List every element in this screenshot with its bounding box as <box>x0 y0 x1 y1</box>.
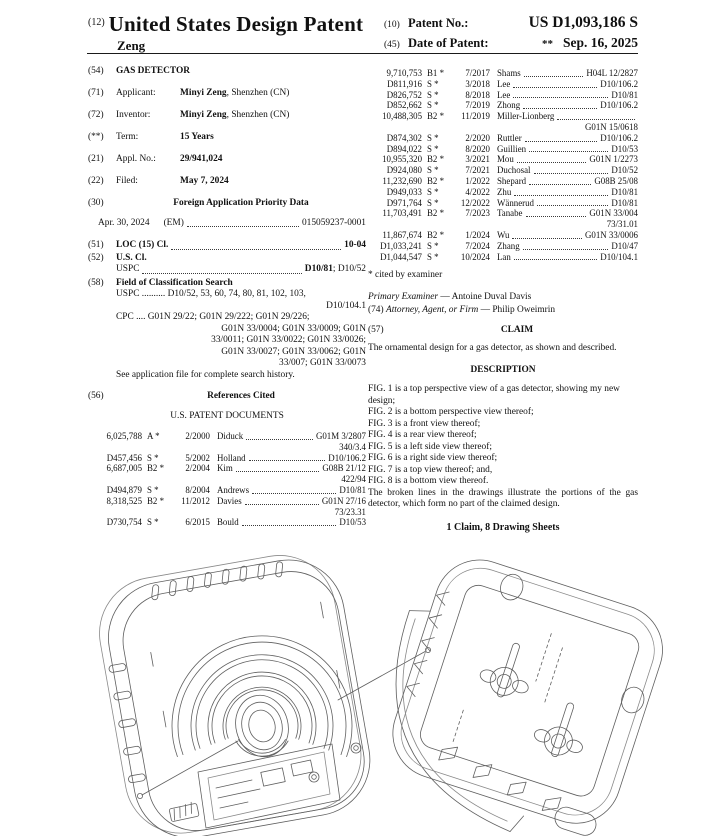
fig-description: FIG. 3 is a front view thereof; <box>368 418 481 429</box>
fig2-bottom-perspective-drawing <box>354 548 674 836</box>
section-applicant-71: (71) Applicant: Minyi Zeng, Shenzhen (CN) <box>88 88 290 98</box>
priority-date: Apr. 30, 2024 <box>98 217 150 228</box>
us-ref-row: D894,022 S * 8/2020 Guillien D10/53 <box>386 143 638 154</box>
field-cpc-line3: 33/0011; G01N 33/0022; G01N 33/0026; <box>211 335 366 345</box>
claim-title: CLAIM <box>500 324 534 335</box>
field-cpc-line4: G01N 33/0027; G01N 33/0062; G01N <box>221 346 366 357</box>
us-ref-row: 10,955,320 B2 * 3/2021 Mou G01N 1/2273 <box>382 154 638 165</box>
us-ref-row: 11,232,690 B2 * 1/2022 Shepard G08B 25/08 <box>382 175 638 186</box>
us-ref-row: D971,764 S * 12/2022 Wännerud D10/81 <box>386 197 638 208</box>
us-ref-continuation: G01N 15/0618 <box>584 121 638 132</box>
us-ref-row: D730,754 S * 6/2015 Bould D10/53 <box>106 517 366 528</box>
patent-no-label: Patent No.: <box>408 16 469 30</box>
application-number: 29/941,024 <box>180 154 223 164</box>
invention-title: GAS DETECTOR <box>116 66 191 76</box>
us-ref-row: D924,080 S * 7/2021 Duchosal D10/52 <box>386 165 638 176</box>
us-ref-continuation: 340/3.4 <box>339 441 366 452</box>
fig-description: FIG. 2 is a bottom perspective view thereof; <box>368 407 534 418</box>
left-column <box>88 66 366 528</box>
cited-by-examiner-note: * cited by examiner <box>368 270 443 281</box>
fig-description: FIG. 6 is a right side view thereof; <box>368 453 498 464</box>
claims-drawing-sheets-line: 1 Claim, 8 Drawing Sheets <box>446 521 560 533</box>
us-references-right <box>368 68 638 262</box>
section-priority-30: (30) Foreign Application Priority Data <box>88 198 366 210</box>
attorney-name: — Philip Oweimrin <box>480 305 556 316</box>
date-of-patent-label: Date of Patent: <box>408 36 489 50</box>
references-cited-title: References Cited <box>207 391 275 401</box>
us-ref-row: 11,867,674 B2 * 1/2024 Wu G01N 33/0006 <box>382 229 638 240</box>
field-cpc-line1: CPC .... G01N 29/22; G01N 29/222; G01N 29/226; <box>116 312 310 322</box>
us-ref-row: D1,044,547 S * 10/2024 Lan D10/104.1 <box>380 251 638 262</box>
us-ref-continuation: 73/23.31 <box>334 506 366 517</box>
section-term: (**) Term: 15 Years <box>88 132 366 144</box>
loc-class: 10-04 <box>344 240 366 250</box>
us-ref-row: D457,456 S * 5/2002 Holland D10/106.2 <box>106 452 366 463</box>
section-appl-no-21: (21) Appl. No.: 29/941,024 <box>88 154 366 166</box>
description-title: DESCRIPTION <box>470 364 536 375</box>
term-extension-stars: ** <box>541 38 553 50</box>
fig1-top-perspective-drawing <box>91 548 431 836</box>
broken-lines-note: The broken lines in the drawings illustrate the portions of the gas detector, which form no part of the claimed design. <box>368 487 638 510</box>
section-filed-22: (22) Filed: May 7, 2024 <box>88 176 366 188</box>
page-title: United States Design Patent <box>108 12 364 36</box>
fig-description: FIG. 1 is a top perspective view of a gas detector, showing my new design; <box>368 384 620 406</box>
fig-description: FIG. 8 is a bottom view thereof. <box>368 476 489 487</box>
us-ref-row: D811,916 S * 3/2018 Lee D10/106.2 <box>387 78 638 89</box>
field-uspc-line1: USPC .......... D10/52, 53, 60, 74, 80, 81, 102, 103, <box>116 289 306 299</box>
uspc-line: USPC D10/81; D10/52 <box>116 264 366 274</box>
us-ref-row: 6,025,788 A * 2/2000 Diduck G01M 3/2807 <box>106 431 366 441</box>
patent-number: US D1,093,186 S <box>528 14 638 31</box>
inventor-name: Minyi Zeng <box>180 110 227 120</box>
section-references-56: (56) References Cited <box>88 391 366 403</box>
section-claim-57: (57) CLAIM <box>368 325 638 337</box>
us-references-left <box>88 431 366 528</box>
section-field-58: (58) Field of Classification Search <box>88 277 233 288</box>
us-ref-row: 6,687,005 B2 * 2/2004 Kim G08B 21/12 <box>106 463 366 474</box>
field-uspc-line2: D10/104.1 <box>326 300 366 311</box>
primary-examiner-line: Primary Examiner — Antoine Duval Davis <box>368 291 532 302</box>
section-inventor-72: (72) Inventor: Minyi Zeng, Shenzhen (CN) <box>88 110 290 120</box>
claim-text: The ornamental design for a gas detector, as shown and described. <box>368 343 617 354</box>
field-cpc-line5: 33/007; G01N 33/0073 <box>279 358 366 368</box>
us-ref-continuation: 422/94 <box>341 474 366 485</box>
header-divider <box>87 53 638 54</box>
code-10: (10) <box>384 20 400 30</box>
patent-drawing-sheet <box>0 548 728 836</box>
priority-number: 015059237-0001 <box>301 217 366 228</box>
us-ref-continuation: 73/31.01 <box>606 219 638 230</box>
us-ref-row: D494,879 S * 8/2004 Andrews D10/81 <box>106 484 366 495</box>
filing-date: May 7, 2024 <box>180 176 229 186</box>
us-ref-row: D826,752 S * 8/2018 Lee D10/81 <box>386 89 638 100</box>
inventor-surname: Zeng <box>117 38 146 53</box>
section-us-cl-52: (52) U.S. Cl. <box>88 252 147 263</box>
patent-date: Sep. 16, 2025 <box>562 35 638 50</box>
primary-examiner-name: — Antoine Duval Davis <box>440 291 532 302</box>
us-ref-row: D874,302 S * 2/2020 Ruttler D10/106.2 <box>386 132 638 143</box>
priority-office: (EM) <box>163 217 184 228</box>
fig-description: FIG. 5 is a left side view thereof; <box>368 441 492 452</box>
us-patent-documents-title: U.S. PATENT DOCUMENTS <box>170 410 284 421</box>
fig-description: FIG. 7 is a top view thereof; and, <box>368 464 493 475</box>
search-history-note: See application file for complete search history. <box>116 369 295 380</box>
attorney-line: (74) Attorney, Agent, or Firm — Philip Oweimrin <box>368 305 556 316</box>
us-ref-row: 11,703,491 B2 * 7/2023 Tanabe G01N 33/004 <box>382 208 638 219</box>
us-ref-row: 9,710,753 B1 * 7/2017 Shams H04L 12/2827 <box>386 68 638 78</box>
priority-title: Foreign Application Priority Data <box>173 198 309 208</box>
term-value: 15 Years <box>180 132 214 142</box>
header-left <box>88 12 388 54</box>
section-loc-51: (51) LOC (15) Cl. 10-04 <box>88 240 366 250</box>
field-cpc-line2: G01N 33/0004; G01N 33/0009; G01N <box>221 323 366 334</box>
us-ref-row: D949,033 S * 4/2022 Zhu D10/81 <box>386 186 638 197</box>
uspc-primary-class: D10/81 <box>304 264 333 274</box>
kind-code-12: (12) <box>88 17 105 28</box>
priority-entry <box>88 218 366 230</box>
applicant-name: Minyi Zeng <box>180 88 227 98</box>
us-ref-row: 8,318,525 B2 * 11/2012 Davies G01N 27/16 <box>106 495 366 506</box>
fig-description: FIG. 4 is a rear view thereof; <box>368 430 477 441</box>
right-column <box>368 66 638 533</box>
us-ref-row: D1,033,241 S * 7/2024 Zhang D10/47 <box>380 240 638 251</box>
code-45: (45) <box>384 40 400 50</box>
us-ref-row: D852,662 S * 7/2019 Zhong D10/106.2 <box>386 100 638 111</box>
header-right <box>384 14 638 54</box>
us-ref-row: 10,488,305 B2 * 11/2019 Miller-Lionberg <box>368 111 638 122</box>
section-title-54: (54) GAS DETECTOR <box>88 66 191 76</box>
